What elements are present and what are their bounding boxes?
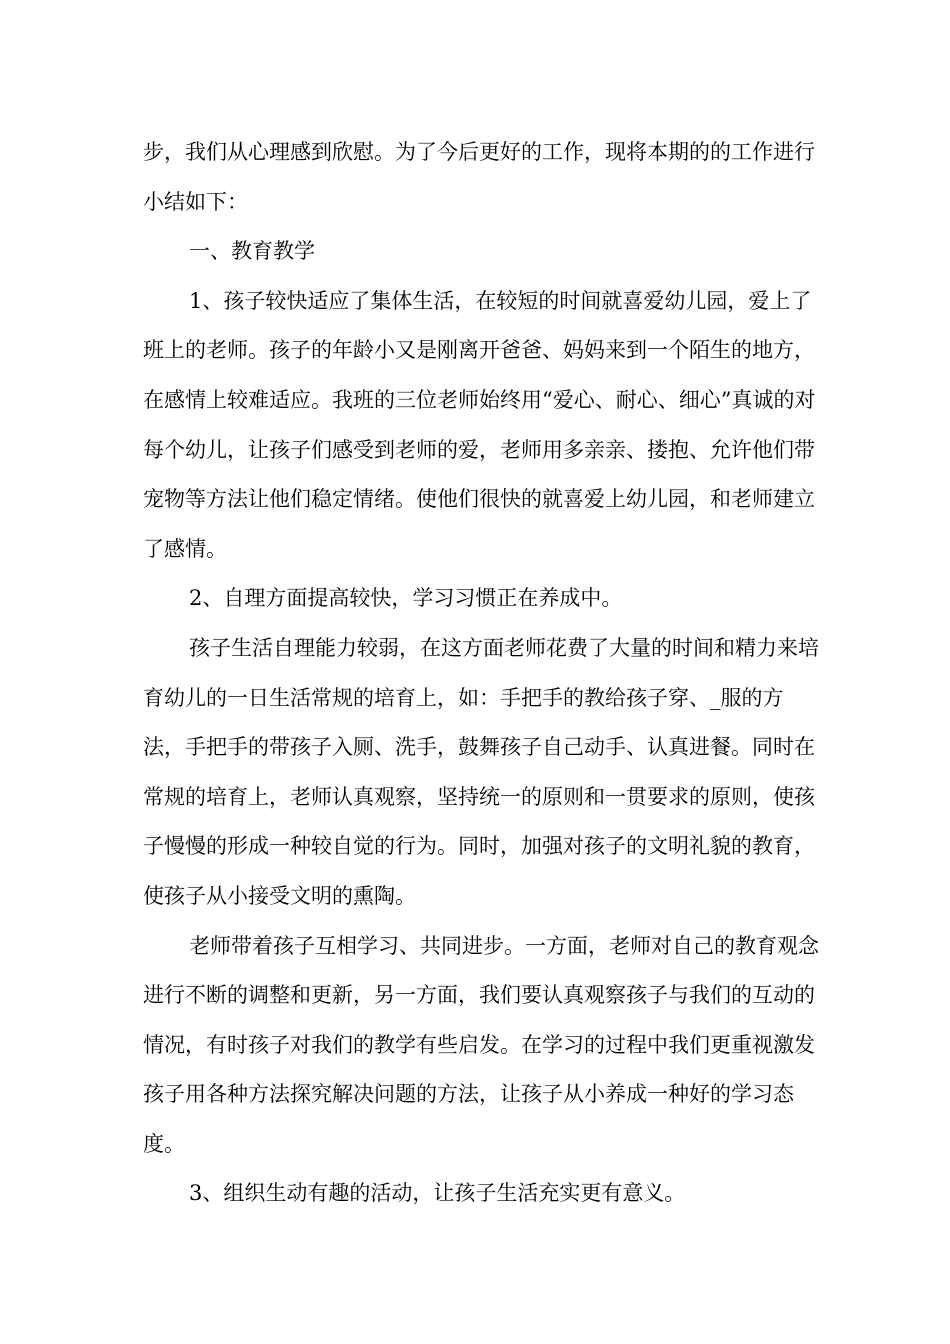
paragraph-learning: 老师带着孩子互相学习、共同进步。一方面，老师对自己的教育观念进行不断的调整和更新，另一方面，我们要认真观察孩子与我们的互动的情况，有时孩子对我们的教学有些启发。在学习的过程中我们更重视激发孩子用各种方法探究解决问题的方法，让孩子从小养成一种好的学习态度。	[143, 933, 819, 1156]
paragraph-continuation: 步，我们从心理感到欣慰。为了今后更好的工作，现将本期的的工作进行小结如下：	[143, 140, 815, 214]
paragraph-item-1: 1、孩子较快适应了集体生活，在较短的时间就喜爱幼儿园，爱上了班上的老师。孩子的年龄小又是刚离开爸爸、妈妈来到一个陌生的地方，在感情上较难适应。我班的三位老师始终用“爱心、耐心、细心”真诚的对每个幼儿，让孩子们感受到老师的爱，老师用多亲亲、搂抱、允许他们带宠物等方法让他们稳定情绪。使他们很快的就喜爱上幼儿园，和老师建立了感情。	[143, 288, 816, 561]
document-body	[143, 128, 823, 1219]
paragraph-self-care: 孩子生活自理能力较弱，在这方面老师花费了大量的时间和精力来培育幼儿的一日生活常规的培育上，如：手把手的教给孩子穿、_服的方法，手把手的带孩子入厕、洗手，鼓舞孩子自己动手、认真进餐。同时在常规的培育上，老师认真观察，坚持统一的原则和一贯要求的原则，使孩子慢慢的形成一种较自觉的行为。同时，加强对孩子的文明礼貌的教育，使孩子从小接受文明的熏陶。	[143, 635, 819, 908]
paragraph-item-3: 3、组织生动有趣的活动，让孩子生活充实更有意义。	[189, 1181, 686, 1206]
paragraph-item-2: 2、自理方面提高较快，学习习惯正在养成中。	[189, 586, 623, 611]
section-heading: 一、教育教学	[189, 239, 315, 264]
